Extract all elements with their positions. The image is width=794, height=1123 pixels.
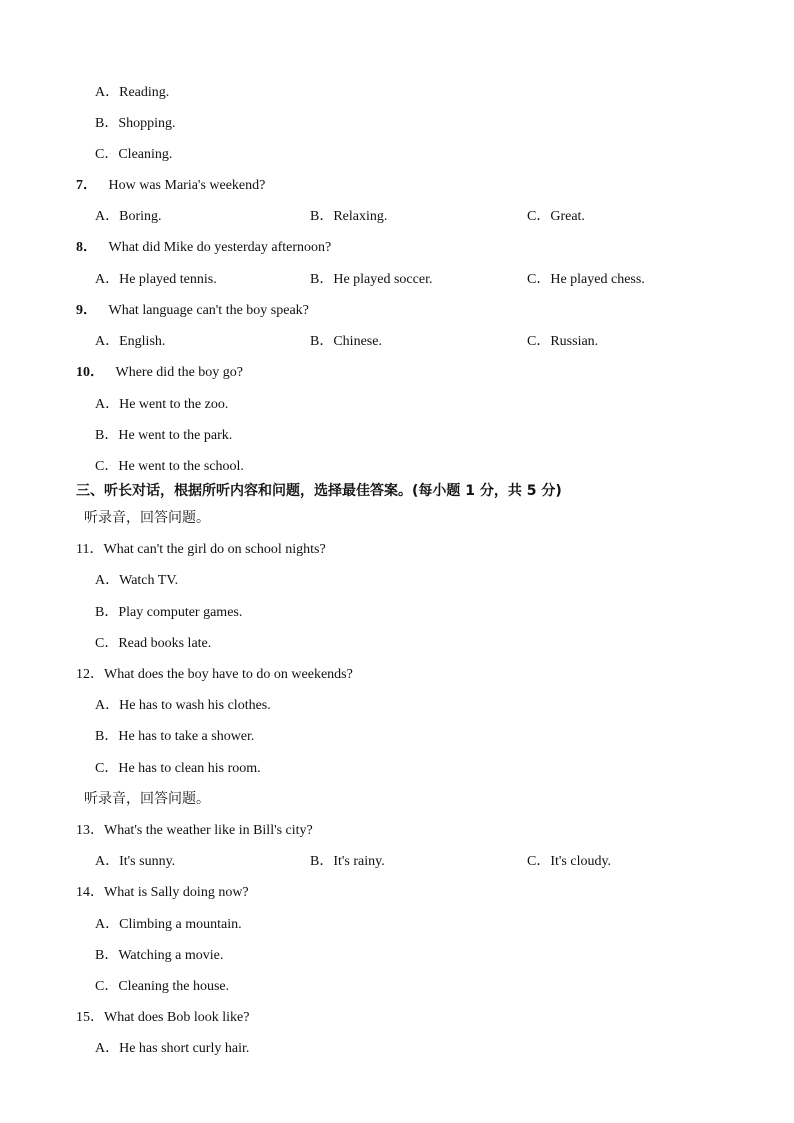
question-8 bbox=[76, 239, 331, 257]
question-14: 14．What is Sally doing now? bbox=[76, 885, 249, 900]
q11-option-c: C．Read books late. bbox=[95, 636, 212, 651]
q12-option-c: C．He has to clean his room. bbox=[95, 761, 261, 776]
question-8-text: What did Mike do yesterday afternoon? bbox=[108, 240, 332, 255]
q9-option-b: B．Chinese. bbox=[310, 334, 382, 349]
q6-option-c: C．Cleaning. bbox=[95, 147, 173, 162]
question-10 bbox=[76, 364, 243, 382]
listening-instruction: 听录音，回答问题。 bbox=[84, 510, 210, 526]
question-12: 12．What does the boy have to do on weekends? bbox=[76, 667, 353, 682]
q7-option-c: C．Great. bbox=[527, 209, 585, 224]
question-7-text: How was Maria's weekend? bbox=[108, 178, 266, 193]
q8-option-b: B．He played soccer. bbox=[310, 272, 433, 287]
question-15: 15．What does Bob look like? bbox=[76, 1010, 250, 1025]
q10-option-c: C．He went to the school. bbox=[95, 459, 244, 474]
question-10-number: 10． bbox=[76, 365, 104, 380]
q8-option-c: C．He played chess. bbox=[527, 272, 645, 287]
q6-option-a: A．Reading. bbox=[95, 85, 170, 100]
question-9-text: What language can't the boy speak? bbox=[108, 303, 309, 318]
q6-option-b: B．Shopping. bbox=[95, 116, 176, 131]
question-13: 13．What's the weather like in Bill's city? bbox=[76, 823, 313, 838]
q7-option-b: B．Relaxing. bbox=[310, 209, 388, 224]
question-10-text: Where did the boy go? bbox=[115, 365, 244, 380]
q9-option-a: A．English. bbox=[95, 334, 166, 349]
question-9 bbox=[76, 302, 309, 320]
q7-option-a: A．Boring. bbox=[95, 209, 162, 224]
q11-option-a: A．Watch TV. bbox=[95, 573, 179, 588]
q13-option-c: C．It's cloudy. bbox=[527, 854, 612, 869]
q12-option-b: B．He has to take a shower. bbox=[95, 729, 255, 744]
q14-option-a: A．Climbing a mountain. bbox=[95, 917, 242, 932]
q9-option-c: C．Russian. bbox=[527, 334, 599, 349]
q10-option-b: B．He went to the park. bbox=[95, 428, 233, 443]
q14-option-b: B．Watching a movie. bbox=[95, 948, 224, 963]
q10-option-a: A．He went to the zoo. bbox=[95, 397, 229, 412]
q11-option-b: B．Play computer games. bbox=[95, 605, 243, 620]
question-11: 11．What can't the girl do on school nights? bbox=[76, 542, 326, 557]
q14-option-c: C．Cleaning the house. bbox=[95, 979, 230, 994]
q15-option-a: A．He has short curly hair. bbox=[95, 1041, 250, 1056]
section-3-title: 三、听长对话，根据所听内容和问题，选择最佳答案。(每小题 1 分，共 5 分) bbox=[76, 483, 562, 499]
question-7 bbox=[76, 177, 265, 195]
q13-option-b: B．It's rainy. bbox=[310, 854, 385, 869]
listening-instruction: 听录音，回答问题。 bbox=[84, 791, 210, 807]
question-8-number: 8． bbox=[76, 240, 97, 255]
question-9-number: 9． bbox=[76, 303, 97, 318]
q13-option-a: A．It's sunny. bbox=[95, 854, 176, 869]
q8-option-a: A．He played tennis. bbox=[95, 272, 217, 287]
question-7-number: 7． bbox=[76, 178, 97, 193]
q12-option-a: A．He has to wash his clothes. bbox=[95, 698, 271, 713]
